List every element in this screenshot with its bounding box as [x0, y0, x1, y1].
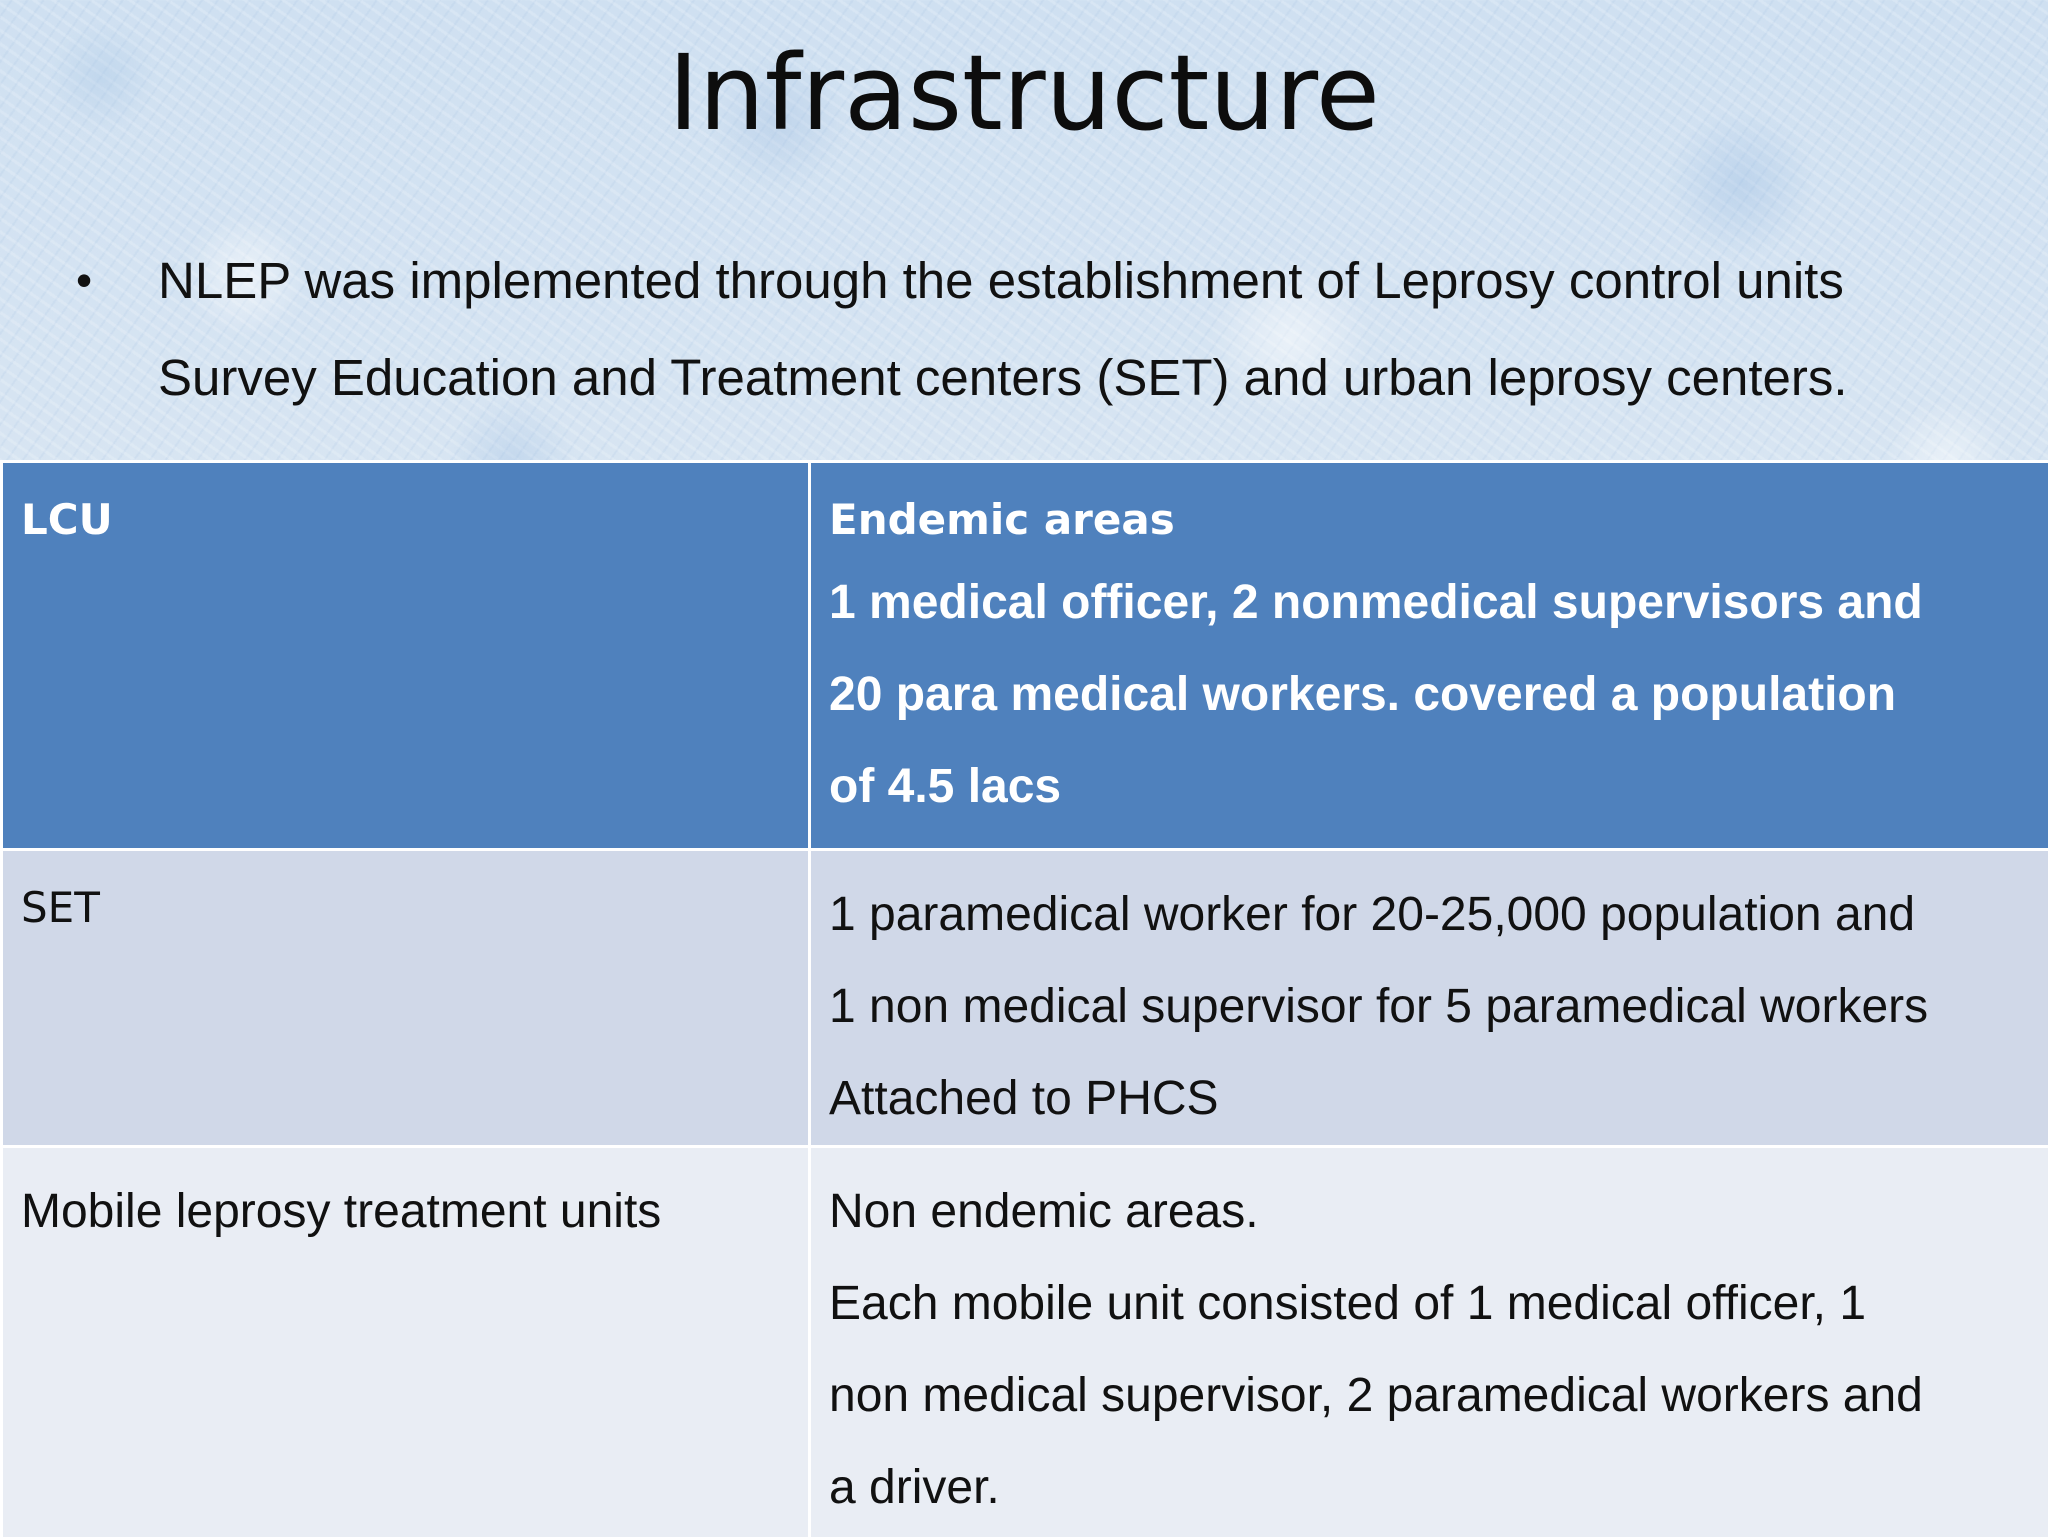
detail-line: Each mobile unit consisted of 1 medical officer, 1: [829, 1258, 2030, 1350]
bullet-point: [72, 232, 2002, 426]
detail-line: 1 paramedical worker for 20-25,000 population and: [829, 869, 2030, 961]
row-details: [829, 869, 2030, 1145]
row-subheading: Endemic areas: [829, 493, 2030, 547]
detail-line: 20 para medical workers. covered a population: [829, 649, 2030, 741]
table-cell-details: [810, 850, 2048, 1147]
detail-line: 1 medical officer, 2 nonmedical supervisors and: [829, 557, 2030, 649]
table-cell-label: [2, 850, 810, 1147]
table-cell-details: [810, 462, 2048, 850]
table-row-lcu: [2, 462, 2048, 850]
detail-line: Attached to PHCS: [829, 1053, 2030, 1145]
row-details: [829, 557, 2030, 833]
bullet-line: NLEP was implemented through the establishment of Leprosy control units: [158, 232, 2002, 329]
bullet-text: [158, 232, 2002, 426]
table-cell-label: [2, 462, 810, 850]
detail-line: Non endemic areas.: [829, 1166, 2030, 1258]
detail-line: non medical supervisor, 2 paramedical workers and: [829, 1350, 2030, 1442]
table-cell-details: [810, 1147, 2048, 1539]
table-cell-label: [2, 1147, 810, 1539]
detail-line: of 4.5 lacs: [829, 741, 2030, 833]
bullet-line: Survey Education and Treatment centers (SET) and urban leprosy centers.: [158, 329, 2002, 426]
row-details: [829, 1166, 2030, 1534]
bullet-marker: •: [72, 232, 158, 329]
slide-title: Infrastructure: [0, 28, 2048, 158]
row-label-set: SET: [21, 869, 790, 935]
row-label-lcu: LCU: [21, 493, 790, 547]
infrastructure-table: [0, 460, 2048, 1540]
table-row-mobile-units: [2, 1147, 2048, 1539]
row-label-mobile: Mobile leprosy treatment units: [21, 1166, 790, 1258]
detail-line: 1 non medical supervisor for 5 paramedical workers: [829, 961, 2030, 1053]
detail-line: a driver.: [829, 1442, 2030, 1534]
table-row-set: [2, 850, 2048, 1147]
